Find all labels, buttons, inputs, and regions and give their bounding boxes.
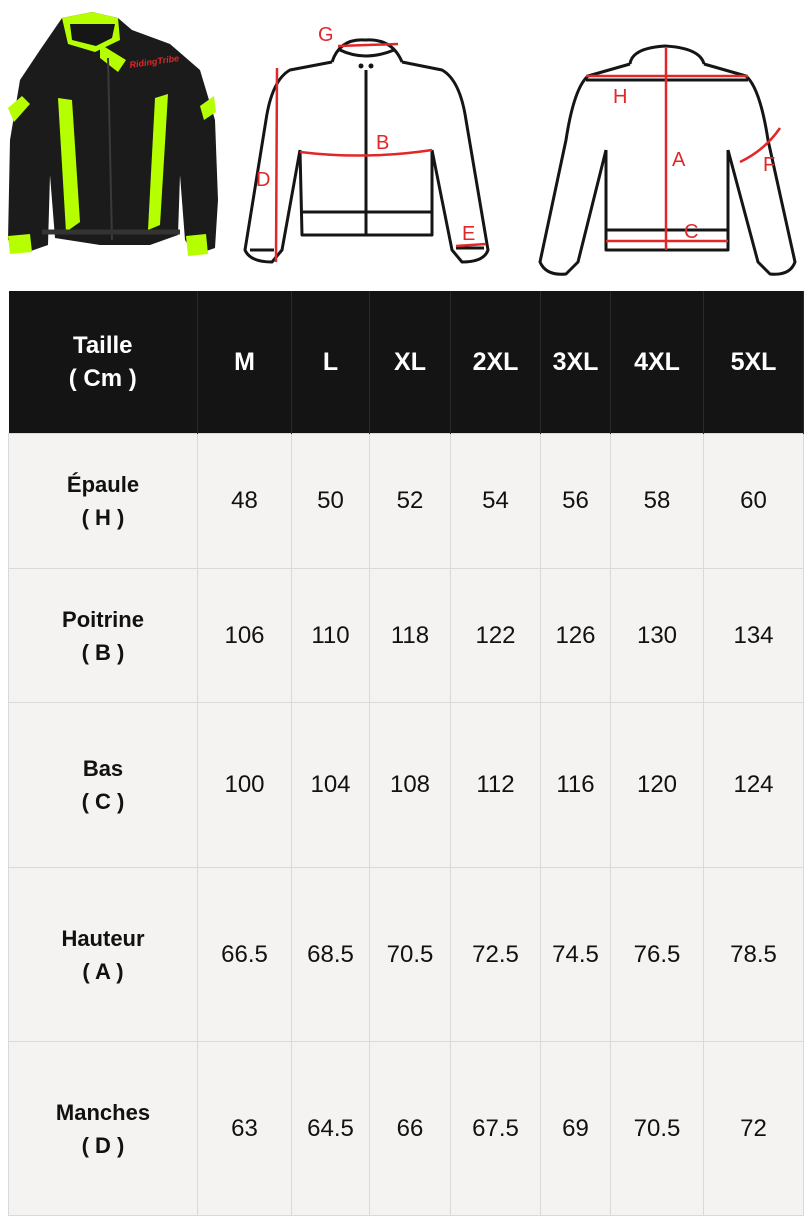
table-row	[9, 703, 804, 868]
jacket-product-photo	[8, 12, 218, 256]
row-label-name: Hauteur	[61, 925, 145, 951]
size-header: M	[198, 291, 292, 434]
label-h: H	[613, 86, 628, 108]
size-header: 2XL	[451, 291, 541, 434]
row-label	[9, 868, 198, 1042]
row-label-name: Épaule	[66, 472, 140, 497]
size-header: L	[292, 291, 370, 434]
size-header: XL	[370, 291, 451, 434]
label-d: D	[256, 169, 271, 191]
row-label-name: Bas	[82, 756, 124, 781]
row-label	[9, 703, 198, 868]
table-cell: 118	[370, 569, 451, 703]
table-cell: 126	[541, 569, 611, 703]
table-cell: 56	[541, 434, 611, 569]
table-cell: 74.5	[541, 868, 611, 1042]
label-g: G	[318, 24, 334, 46]
table-cell: 69	[541, 1042, 611, 1216]
table-cell: 124	[704, 703, 804, 868]
table-row	[9, 569, 804, 703]
table-cell: 110	[292, 569, 370, 703]
table-row	[9, 868, 804, 1042]
table-cell: 108	[370, 703, 451, 868]
row-label-code: ( D )	[81, 1132, 125, 1158]
header-corner	[9, 291, 198, 434]
row-label-code: ( H )	[81, 505, 125, 530]
table-cell: 68.5	[292, 868, 370, 1042]
table-cell: 122	[451, 569, 541, 703]
table-cell: 72.5	[451, 868, 541, 1042]
table-cell: 66	[370, 1042, 451, 1216]
label-a: A	[672, 149, 686, 171]
size-table	[8, 291, 804, 1216]
table-cell: 78.5	[704, 868, 804, 1042]
table-cell: 67.5	[451, 1042, 541, 1216]
size-header: 4XL	[611, 291, 704, 434]
table-cell: 106	[198, 569, 292, 703]
table-cell: 52	[370, 434, 451, 569]
table-cell: 60	[704, 434, 804, 569]
row-label	[9, 434, 198, 569]
table-cell: 48	[198, 434, 292, 569]
illustration-strip	[0, 0, 810, 290]
table-row	[9, 434, 804, 569]
row-label-code: ( C )	[81, 789, 125, 814]
row-label-code: ( B )	[81, 639, 125, 665]
row-label	[9, 569, 198, 703]
label-e: E	[462, 223, 476, 245]
table-cell: 54	[451, 434, 541, 569]
table-cell: 112	[451, 703, 541, 868]
table-cell: 66.5	[198, 868, 292, 1042]
table-cell: 70.5	[370, 868, 451, 1042]
table-cell: 70.5	[611, 1042, 704, 1216]
jacket-illustrations	[0, 0, 810, 290]
row-label-name: Manches	[55, 1099, 151, 1125]
row-label-name: Poitrine	[62, 606, 144, 632]
brand-logo: RidingTribe	[128, 53, 180, 70]
table-cell: 130	[611, 569, 704, 703]
size-header: 3XL	[541, 291, 611, 434]
table-cell: 116	[541, 703, 611, 868]
row-label	[9, 1042, 198, 1216]
table-cell: 76.5	[611, 868, 704, 1042]
table-cell: 72	[704, 1042, 804, 1216]
table-cell: 134	[704, 569, 804, 703]
front-jacket-diagram	[245, 40, 488, 262]
table-cell: 50	[292, 434, 370, 569]
size-chart	[8, 291, 803, 1219]
table-cell: 63	[198, 1042, 292, 1216]
row-label-code: ( A )	[82, 958, 124, 984]
table-cell: 120	[611, 703, 704, 868]
table-cell: 104	[292, 703, 370, 868]
header-corner-title: Taille	[72, 332, 133, 359]
table-cell: 100	[198, 703, 292, 868]
label-f: F	[763, 154, 776, 176]
header-corner-unit: ( Cm )	[68, 365, 137, 392]
table-row	[9, 1042, 804, 1216]
header-row	[9, 291, 804, 434]
table-cell: 58	[611, 434, 704, 569]
size-header: 5XL	[704, 291, 804, 434]
table-cell: 64.5	[292, 1042, 370, 1216]
label-b: B	[376, 132, 390, 154]
label-c: C	[684, 221, 699, 243]
